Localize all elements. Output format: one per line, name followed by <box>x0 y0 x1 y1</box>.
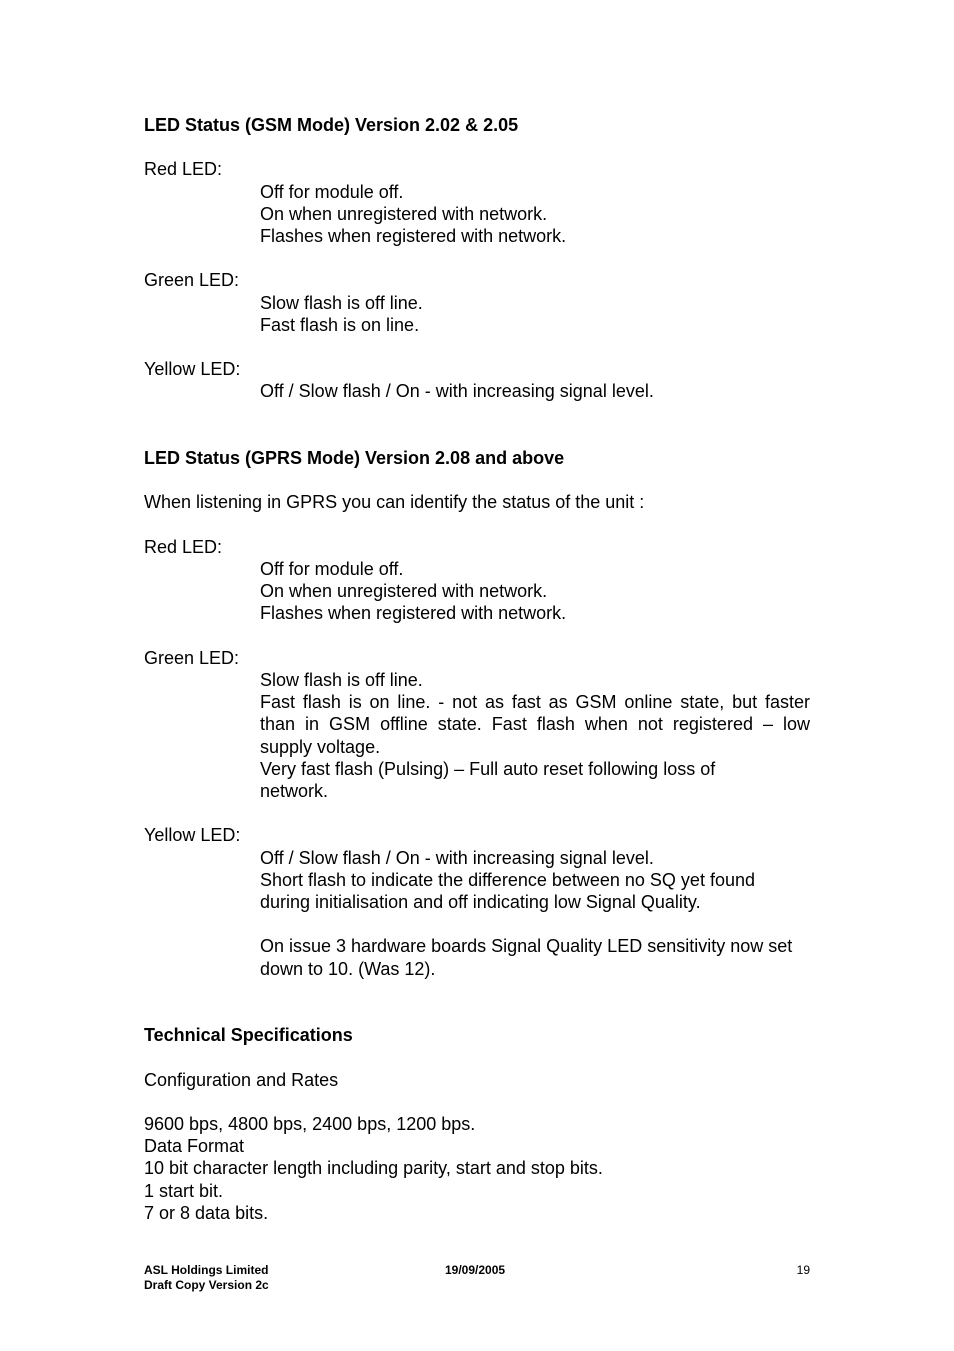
yellow-led-note: On issue 3 hardware boards Signal Quality LED sensitivity now set down to 10. (Was 12). <box>260 936 793 979</box>
green-led-line: Slow flash is off line. <box>260 669 423 690</box>
yellow-led-line: Short flash to indicate the difference between no SQ yet found during initialisation and off indicating low Signal Quality. <box>260 869 755 912</box>
yellow-led-line: Off / Slow flash / On - with increasing signal level. <box>260 381 654 402</box>
red-led-line: Flashes when registered with network. <box>260 603 567 624</box>
spec-line: 1 start bit. <box>144 1180 224 1201</box>
red-led-line: Flashes when registered with network. <box>260 226 567 246</box>
red-led-line: On when unregistered with network. <box>260 581 548 602</box>
config-rates-title: Configuration and Rates <box>144 1069 339 1090</box>
red-led-line: Off for module off. <box>260 181 404 202</box>
red-led-label: Red LED: <box>144 159 223 180</box>
green-led-label: Green LED: <box>144 647 240 668</box>
red-led-label: Red LED: <box>144 536 223 557</box>
section-heading-gsm: LED Status (GSM Mode) Version 2.02 & 2.05 <box>144 115 519 135</box>
green-led-line: Fast flash is on line. - not as fast as GSM online state, but faster than in GSM offline state. Fast flash when not registered – low supply voltage. <box>260 692 810 757</box>
green-led-line: Slow flash is off line. <box>260 292 423 313</box>
footer-date: 19/09/2005 <box>445 1263 506 1277</box>
yellow-led-line: Off / Slow flash / On - with increasing signal level. <box>260 847 654 868</box>
section-heading-gprs: LED Status (GPRS Mode) Version 2.08 and above <box>144 447 565 468</box>
red-led-line: On when unregistered with network. <box>260 203 548 224</box>
spec-line: Data Format <box>144 1136 245 1157</box>
yellow-led-label: Yellow LED: <box>144 359 241 380</box>
footer-left <box>144 1263 269 1293</box>
yellow-led-label: Yellow LED: <box>144 825 241 846</box>
spec-line: 7 or 8 data bits. <box>144 1202 269 1223</box>
footer-company: ASL Holdings Limited <box>144 1263 269 1277</box>
green-led-line: Very fast flash (Pulsing) – Full auto reset following loss of network. <box>260 758 716 801</box>
gprs-intro: When listening in GPRS you can identify the status of the unit : <box>144 492 645 513</box>
spec-line: 10 bit character length including parity, start and stop bits. <box>144 1158 603 1179</box>
footer-version: Draft Copy Version 2c <box>144 1278 269 1292</box>
section-heading-tech-specs: Technical Specifications <box>144 1025 353 1046</box>
red-led-line: Off for module off. <box>260 558 404 579</box>
green-led-line: Fast flash is on line. <box>260 314 420 335</box>
green-led-label: Green LED: <box>144 270 240 291</box>
spec-line: 9600 bps, 4800 bps, 2400 bps, 1200 bps. <box>144 1113 476 1134</box>
page-content <box>144 114 810 1224</box>
footer-page-number: 19 <box>796 1263 810 1277</box>
